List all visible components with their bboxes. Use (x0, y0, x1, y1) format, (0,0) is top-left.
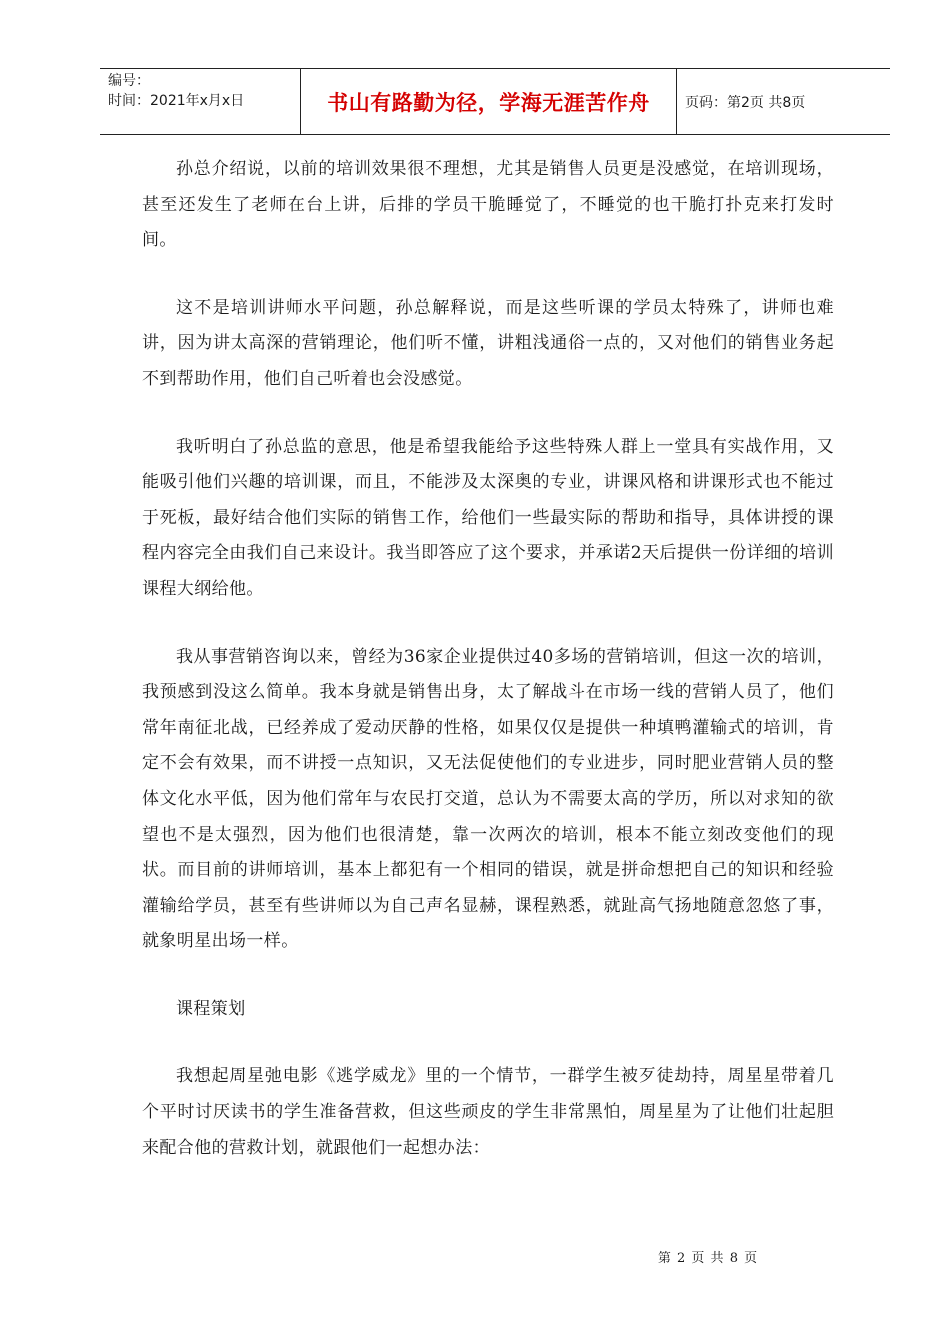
paragraph: 我从事营销咨询以来，曾经为36家企业提供过40多场的营销培训，但这一次的培训，我预感到没这么简单。我本身就是销售出身，太了解战斗在市场一线的营销人员了，他们常年南征北战，已经养成了爱动厌静的性格，如果仅仅是提供一种填鸭灌输式的培训，肯定不会有效果，而不讲授一点知识，又无法促使他们的专业进步，同时肥业营销人员的整体文化水平低，因为他们常年与农民打交道，总认为不需要太高的学历，所以对求知的欲望也不是太强烈，因为他们也很清楚，靠一次两次的培训，根本不能立刻改变他们的现状。而目前的讲师培训，基本上都犯有一个相同的错误，就是拼命想把自己的知识和经验灌输给学员，甚至有些讲师以为自己声名显赫，课程熟悉，就趾高气扬地随意忽悠了事，就象明星出场一样。 (142, 646, 834, 952)
document-body (142, 152, 834, 1198)
page-header (100, 68, 890, 135)
page-footer: 第 2 页 共 8 页 (657, 1251, 759, 1266)
header-meta (100, 69, 301, 134)
paragraph: 这不是培训讲师水平问题，孙总解释说，而是这些听课的学员太特殊了，讲师也难讲，因为讲太高深的营销理论，他们听不懂，讲粗浅通俗一点的，又对他们的销售业务起不到帮助作用，他们自己听着也会没感觉。 (142, 297, 834, 389)
paragraph: 我想起周星弛电影《逃学威龙》里的一个情节，一群学生被歹徒劫持，周星星带着几个平时讨厌读书的学生准备营救，但这些顽皮的学生非常黑怕，周星星为了让他们壮起胆来配合他的营救计划，就跟他们一起想办法： (142, 1066, 834, 1158)
serial-label: 编号： (108, 73, 150, 89)
paragraph: 孙总介绍说，以前的培训效果很不理想，尤其是销售人员更是没感觉，在培训现场，甚至还发生了老师在台上讲，后排的学员干脆睡觉了，不睡觉的也干脆打扑克来打发时间。 (142, 159, 834, 251)
section-heading: 课程策划 (176, 998, 246, 1019)
header-page-info: 页码：第2页 共8页 (685, 94, 806, 111)
header-motto: 书山有路勤为径，学海无涯苦作舟 (301, 69, 677, 134)
paragraph: 我听明白了孙总监的意思，他是希望我能给予这些特殊人群上一堂具有实战作用，又能吸引他们兴趣的培训课，而且，不能涉及太深奥的专业，讲课风格和讲课形式也不能过于死板，最好结合他们实际的销售工作，给他们一些最实际的帮助和指导，具体讲授的课程内容完全由我们自己来设计。我当即答应了这个要求，并承诺2天后提供一份详细的培训课程大纲给他。 (142, 436, 834, 599)
date-label: 时间：2021年x月x日 (108, 93, 245, 109)
